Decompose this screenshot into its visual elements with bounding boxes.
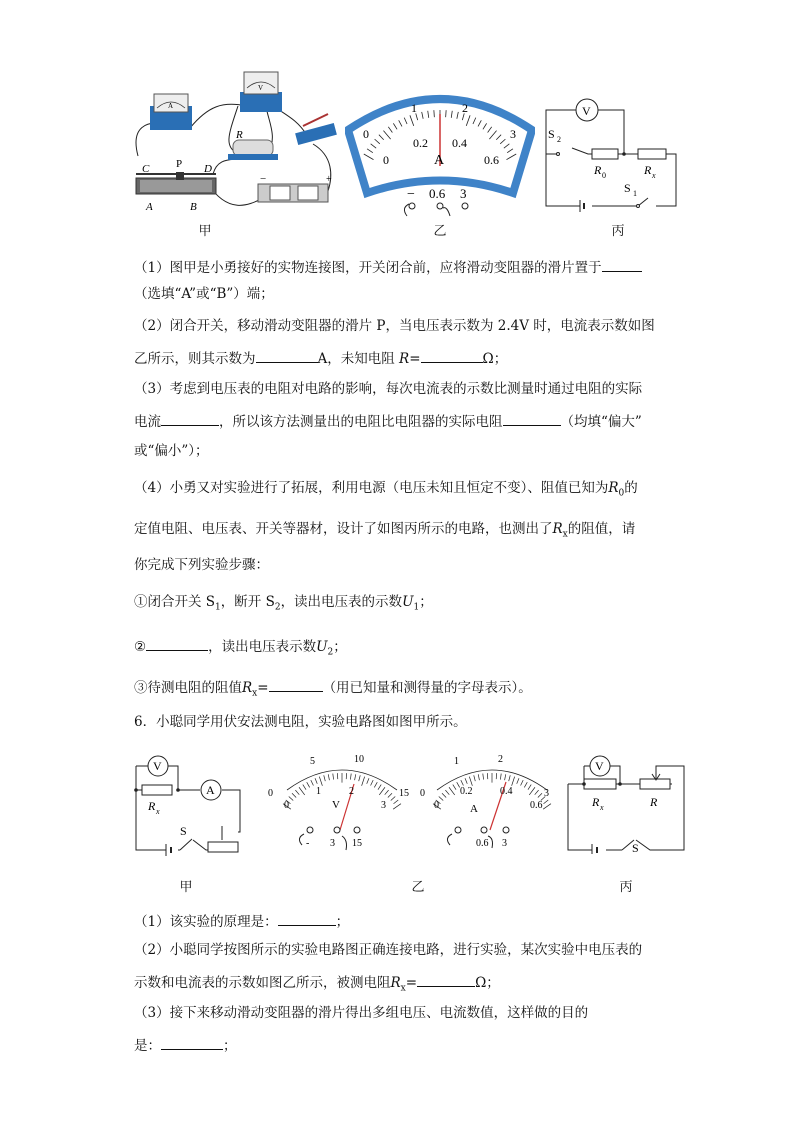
dial-tick [465, 778, 467, 784]
dial-tick [393, 804, 401, 810]
yi-outer-0: 0 [363, 127, 369, 141]
answer-blank[interactable] [278, 911, 336, 926]
battery-plus: + [326, 174, 332, 185]
bing-label-S2: S [548, 127, 555, 141]
yi-outer-1: 1 [411, 101, 417, 115]
bing-sub-x: x [652, 171, 656, 180]
voltmeter-device [240, 72, 282, 112]
figure-bing-circuit-top [538, 96, 688, 214]
dial-tick [333, 774, 334, 780]
yi-unit: A [434, 153, 445, 168]
dial-tick [439, 797, 443, 801]
dial-tick [355, 774, 356, 780]
dial-tick [478, 774, 479, 780]
dial-tick [453, 785, 456, 790]
figure-yi-ammeter-dial [345, 88, 535, 223]
volt-outer-10: 10 [354, 754, 364, 765]
figure-q6-yi-dials [262, 750, 562, 860]
q6-p3b: 是： ； [134, 1035, 237, 1055]
q5-p4c: 你完成下列实验步骤： [134, 557, 269, 573]
answer-blank[interactable] [421, 348, 483, 363]
label-P: P [176, 158, 183, 170]
label-D: D [204, 163, 212, 175]
dial-tick [378, 785, 381, 790]
dial-tick [379, 787, 385, 795]
q5-step2: ② ，读出电压表示数$U_2$； [134, 636, 347, 662]
yi-inner-04: 0.4 [452, 136, 467, 150]
caption-yi-top: 乙 [433, 224, 447, 239]
q5-p3a: （3）考虑到电压表的电阻对电路的影响，每次电流表的示数比测量时通过电阻的实际 [134, 381, 643, 397]
q6-p2a: （2）小聪同学按图所示的实验电路图正确连接电路，进行实验，某次实验中电压表的 [134, 942, 643, 958]
yi-inner-06: 0.6 [484, 153, 499, 167]
volt-outer-15: 15 [399, 788, 409, 799]
dial-tick [543, 804, 551, 810]
dial-tick [394, 800, 399, 804]
amp-inner-04: 0.4 [500, 786, 513, 797]
q6-jia-sub-x: x [156, 807, 160, 816]
volt-inner-3: 3 [381, 800, 386, 811]
answer-blank[interactable] [161, 411, 219, 426]
dial-tick [500, 774, 501, 780]
q5-step1: ①闭合开关 $S_1$，断开 $S_2$，读出电压表的示数$U_1$； [134, 594, 433, 613]
yi-inner-0: 0 [383, 153, 389, 167]
dial-tick [359, 775, 361, 781]
figure-q6-bing-circuit [562, 754, 692, 854]
q6-jia-V: V [153, 759, 162, 773]
q5-p3b: 电流 ，所以该方法测量出的电阻比电阻器的实际电阻 （均填“偏大” [134, 411, 642, 431]
yi-outer-2: 2 [462, 101, 468, 115]
answer-blank[interactable] [269, 677, 323, 692]
dial-tick [307, 782, 310, 787]
q6-bing-V: V [595, 759, 604, 773]
label-A: A [146, 201, 153, 213]
dial-tick [529, 787, 535, 795]
q6-p2b: 示数和电流表的示数如图乙所示，被测电阻$R_x= \Omega$； [134, 972, 500, 998]
yi-inner-02: 0.2 [413, 136, 428, 150]
amp-outer-0: 0 [420, 788, 425, 799]
dial-tick [303, 785, 306, 790]
bing-sub-2: 2 [557, 135, 561, 144]
dial-tick [544, 800, 549, 804]
dial-tick [324, 775, 326, 781]
battery-minus: − [260, 173, 267, 185]
dial-tick [374, 782, 377, 787]
dial-tick [385, 790, 389, 795]
yi-term-06: 0.6 [429, 186, 446, 201]
answer-blank[interactable] [256, 348, 318, 363]
dial-tick [517, 778, 519, 784]
dial-tick [509, 775, 511, 781]
caption-q6-yi: 乙 [411, 880, 425, 895]
ammeter-letter: A [168, 102, 174, 110]
volt-term-15: 15 [352, 838, 362, 849]
dial-tick [461, 780, 464, 785]
q6-jia-A: A [206, 783, 215, 797]
dial-tick [528, 785, 531, 790]
amp-inner-02: 0.2 [460, 786, 473, 797]
dial-tick [442, 793, 446, 797]
dial-tick [328, 774, 329, 780]
amp-outer-3: 3 [544, 788, 549, 799]
volt-outer-5: 5 [310, 756, 315, 767]
bing-label-S1: S [624, 181, 631, 195]
dial-tick [319, 777, 322, 786]
caption-bing-top: 丙 [611, 224, 625, 239]
volt-inner-1: 1 [316, 786, 321, 797]
amp-inner-06: 0.6 [530, 800, 543, 811]
bing-label-Rx: R [644, 163, 652, 177]
q5-p4b: 定值电阻、电压表、开关等器材，设计了如图丙所示的电路，也测出了$R_x$的阻值，请 [134, 521, 636, 540]
q5-p3c: 或“偏小”）； [134, 443, 209, 459]
ammeter-device [150, 94, 192, 130]
q5-p2a: （2）闭合开关，移动滑动变阻器的滑片 P，当电压表示数为 2.4V 时，电流表示数如图 [134, 318, 655, 334]
answer-blank[interactable] [503, 411, 561, 426]
label-C: C [142, 163, 150, 175]
bing-sub-0: 0 [602, 171, 606, 180]
voltmeter-letter: V [258, 84, 264, 92]
voltmeter-dial [268, 754, 409, 850]
q5-step3: ③待测电阻的阻值$R_x=$ （用已知量和测得量的字母表示）。 [134, 677, 532, 703]
dial-tick [289, 797, 293, 801]
q5-p4a: （4）小勇又对实验进行了拓展，利用电源（电压未知且恒定不变）、阻值已知为$R_0$的 [134, 480, 638, 499]
volt-inner-2: 2 [349, 786, 354, 797]
volt-unit: V [332, 799, 340, 811]
dial-tick [445, 790, 449, 795]
q6-bing-Rx: R [592, 795, 600, 809]
amp-term-3: 3 [502, 838, 507, 849]
q6-bing-R: R [650, 795, 658, 809]
answer-blank[interactable] [161, 1035, 223, 1050]
bing-sub-1: 1 [633, 189, 637, 198]
q6-p1: （1）该实验的原理是： ； [134, 911, 349, 931]
volt-term-3: 3 [330, 838, 335, 849]
dial-tick [505, 774, 506, 780]
q6-jia-Rx: R [148, 799, 156, 813]
figure-jia-physical-circuit [128, 66, 348, 216]
figure-q6-jia-circuit [128, 742, 258, 857]
dial-tick [295, 790, 299, 795]
dial-tick [311, 780, 314, 785]
dial-tick [367, 778, 369, 784]
dial-tick [315, 778, 317, 784]
q5-p1b: （选填“A”或“B”）端； [134, 286, 274, 302]
label-R: R [236, 129, 243, 141]
answer-blank[interactable] [602, 257, 642, 272]
bing-voltmeter-letter: V [582, 104, 591, 118]
caption-jia-top: 甲 [198, 224, 212, 239]
q5-p1a: （1）图甲是小勇接好的实物连接图，开关闭合前，应将滑动变阻器的滑片置于 [134, 257, 642, 277]
q5-p2b: 乙所示，则其示数为 A，未知电阻 R= Ω； [134, 348, 507, 368]
dial-tick [371, 780, 374, 785]
label-B: B [190, 201, 197, 213]
dial-tick [521, 780, 524, 785]
caption-q6-bing: 丙 [619, 880, 633, 895]
dial-tick [449, 787, 455, 795]
dial-tick [391, 797, 395, 801]
amp-term-06: 0.6 [476, 838, 489, 849]
q6-p3a: （3）接下来移动滑动变阻器的滑片得出多组电压、电流数值，这样做的目的 [134, 1005, 589, 1021]
q6-jia-S: S [180, 824, 187, 838]
dial-tick [292, 793, 296, 797]
dial-tick [538, 793, 542, 797]
dial-tick [299, 787, 305, 795]
volt-outer-0: 0 [268, 788, 273, 799]
amp-unit: A [470, 803, 478, 815]
yi-outer-3: 3 [510, 127, 516, 141]
q6-title: 6．小聪同学用伏安法测电阻，实验电路图如图甲所示。 [134, 714, 467, 730]
dial-tick [362, 777, 365, 786]
yi-term-3: 3 [460, 186, 467, 201]
q6-bing-sub-x: x [600, 803, 604, 812]
dial-tick [535, 790, 539, 795]
dial-tick [474, 775, 476, 781]
dial-tick [350, 774, 351, 780]
yi-term-minus: − [407, 187, 415, 202]
amp-inner-0: 0 [434, 800, 439, 811]
dial-tick [469, 777, 472, 786]
caption-q6-jia: 甲 [179, 880, 193, 895]
answer-blank[interactable] [146, 636, 208, 651]
amp-outer-1: 1 [454, 756, 459, 767]
dial-tick [388, 793, 392, 797]
amp-outer-2: 2 [498, 754, 503, 765]
q6-bing-S: S [632, 841, 639, 854]
answer-blank[interactable] [417, 972, 475, 987]
volt-inner-0: 0 [284, 800, 289, 811]
volt-term-minus: - [306, 838, 310, 849]
dial-tick [483, 774, 484, 780]
dial-tick [524, 782, 527, 787]
ammeter-dial [420, 754, 551, 849]
dial-tick [512, 777, 515, 786]
bing-label-R0: R [594, 163, 602, 177]
